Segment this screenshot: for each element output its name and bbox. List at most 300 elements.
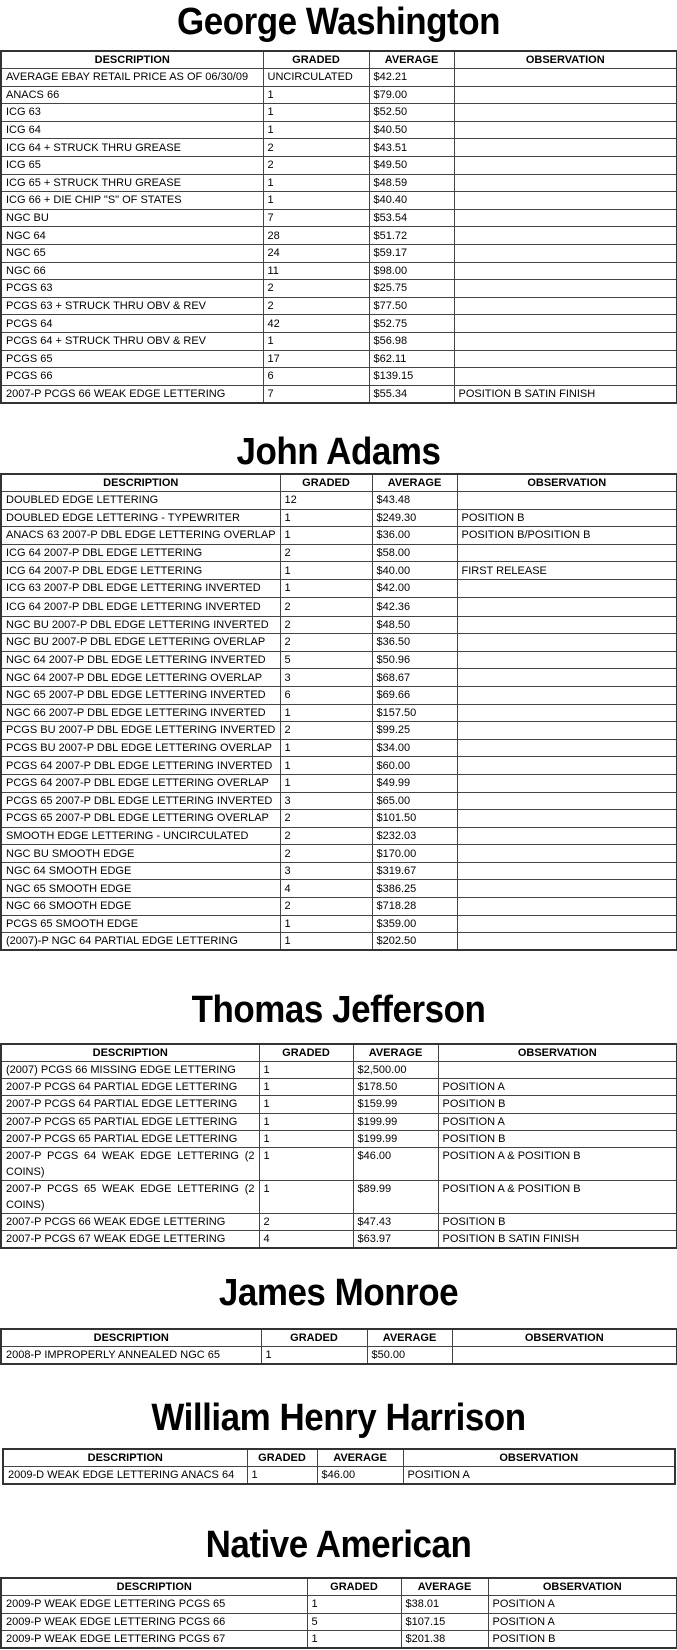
cell-graded: 1	[259, 1062, 353, 1079]
table-row	[1, 757, 677, 775]
cell-observation	[457, 933, 677, 951]
cell-graded: 2	[280, 597, 372, 616]
cell-description: ICG 64 2007-P DBL EDGE LETTERING	[1, 544, 280, 562]
cell-average: $89.99	[353, 1180, 438, 1213]
cell-graded: 1	[307, 1631, 401, 1649]
cell-graded: 1	[259, 1147, 353, 1180]
cell-description: NGC 66	[1, 262, 263, 280]
cell-observation	[454, 280, 677, 298]
table-row	[1, 368, 677, 386]
cell-graded: 2	[263, 280, 369, 298]
table-row	[1, 1113, 677, 1130]
cell-graded: 42	[263, 315, 369, 333]
cell-description: PCGS 66	[1, 368, 263, 386]
cell-average: $49.99	[372, 774, 457, 792]
table-row	[1, 385, 677, 403]
cell-observation	[454, 86, 677, 104]
cell-graded: 2	[280, 616, 372, 634]
table-header-row	[1, 1578, 677, 1596]
cell-graded: 2	[263, 156, 369, 174]
table-row	[1, 509, 677, 527]
table-row	[1, 686, 677, 704]
cell-description: 2007-P PCGS 66 WEAK EDGE LETTERING	[1, 1213, 259, 1230]
price-table	[0, 1328, 677, 1365]
cell-observation	[454, 297, 677, 315]
cell-observation	[457, 634, 677, 652]
cell-description: DOUBLED EDGE LETTERING	[1, 492, 280, 510]
cell-average: $2,500.00	[353, 1062, 438, 1079]
table-row	[1, 827, 677, 845]
cell-description: SMOOTH EDGE LETTERING - UNCIRCULATED	[1, 827, 280, 845]
cell-average: $77.50	[369, 297, 454, 315]
table-header-row	[1, 474, 677, 492]
cell-average: $34.00	[372, 739, 457, 757]
cell-observation: POSITION B/POSITION B	[457, 527, 677, 545]
cell-graded: 1	[280, 704, 372, 722]
cell-description: ICG 65	[1, 156, 263, 174]
cell-description: PCGS 63 + STRUCK THRU OBV & REV	[1, 297, 263, 315]
cell-graded: 12	[280, 492, 372, 510]
cell-average: $98.00	[369, 262, 454, 280]
cell-observation: POSITION A & POSITION B	[438, 1180, 677, 1213]
cell-description: PCGS BU 2007-P DBL EDGE LETTERING INVERTED	[1, 722, 280, 740]
cell-observation	[454, 368, 677, 386]
table-header-row	[1, 1044, 677, 1062]
cell-observation	[457, 774, 677, 792]
cell-average: $40.00	[372, 562, 457, 580]
cell-average: $36.50	[372, 634, 457, 652]
cell-average: $49.50	[369, 156, 454, 174]
cell-average: $178.50	[353, 1079, 438, 1096]
cell-description: ICG 63 2007-P DBL EDGE LETTERING INVERTED	[1, 579, 280, 597]
cell-observation	[457, 579, 677, 597]
cell-graded: 1	[263, 121, 369, 139]
cell-observation: POSITION A	[403, 1467, 675, 1485]
cell-average: $201.38	[401, 1631, 488, 1649]
cell-graded: 2	[263, 297, 369, 315]
table-row	[1, 156, 677, 174]
cell-average: $46.00	[353, 1147, 438, 1180]
section-title: William Henry Harrison	[151, 1397, 526, 1439]
table-row	[1, 722, 677, 740]
header-observation: OBSERVATION	[457, 474, 677, 492]
cell-description: ICG 64 2007-P DBL EDGE LETTERING INVERTED	[1, 597, 280, 616]
header-description: DESCRIPTION	[1, 1578, 307, 1596]
table-row	[1, 1096, 677, 1113]
cell-observation: POSITION A	[488, 1596, 677, 1614]
table-row	[1, 597, 677, 616]
cell-average: $59.17	[369, 244, 454, 262]
cell-observation	[454, 139, 677, 157]
cell-observation	[457, 810, 677, 828]
cell-average: $199.99	[353, 1130, 438, 1147]
cell-average: $50.00	[367, 1347, 452, 1365]
table-row	[1, 104, 677, 122]
cell-description: NGC 66 SMOOTH EDGE	[1, 898, 280, 916]
table-row	[1, 792, 677, 810]
cell-observation	[452, 1347, 677, 1365]
table-row	[1, 898, 677, 916]
cell-graded: 1	[280, 527, 372, 545]
cell-observation: POSITION A & POSITION B	[438, 1147, 677, 1180]
header-average: AVERAGE	[401, 1578, 488, 1596]
cell-average: $38.01	[401, 1596, 488, 1614]
cell-average: $53.54	[369, 209, 454, 227]
cell-graded: 4	[280, 880, 372, 898]
header-description: DESCRIPTION	[1, 51, 263, 69]
table-row	[1, 616, 677, 634]
cell-description: ICG 65 + STRUCK THRU GREASE	[1, 174, 263, 192]
table-row	[1, 227, 677, 245]
section-title: Native American	[205, 1524, 472, 1566]
cell-description: ICG 63	[1, 104, 263, 122]
cell-graded: 2	[280, 634, 372, 652]
cell-average: $386.25	[372, 880, 457, 898]
table-row	[1, 1596, 677, 1614]
cell-observation: POSITION A	[488, 1613, 677, 1631]
cell-average: $69.66	[372, 686, 457, 704]
cell-graded: 28	[263, 227, 369, 245]
cell-observation	[457, 722, 677, 740]
table-row	[1, 139, 677, 157]
table-row	[1, 209, 677, 227]
header-average: AVERAGE	[353, 1044, 438, 1062]
table-row	[1, 544, 677, 562]
cell-average: $52.50	[369, 104, 454, 122]
cell-observation: POSITION B	[457, 509, 677, 527]
cell-description: PCGS 64	[1, 315, 263, 333]
cell-graded: 5	[280, 651, 372, 669]
cell-graded: 6	[280, 686, 372, 704]
cell-observation	[457, 757, 677, 775]
cell-graded: 1	[263, 332, 369, 350]
cell-graded: 2	[280, 898, 372, 916]
cell-description: NGC 64 2007-P DBL EDGE LETTERING OVERLAP	[1, 669, 280, 687]
cell-description: NGC 65	[1, 244, 263, 262]
cell-average: $48.59	[369, 174, 454, 192]
price-table	[2, 1448, 676, 1485]
cell-average: $56.98	[369, 332, 454, 350]
cell-description: PCGS 64 2007-P DBL EDGE LETTERING INVERTED	[1, 757, 280, 775]
cell-description: ICG 66 + DIE CHIP "S" OF STATES	[1, 192, 263, 210]
cell-average: $159.99	[353, 1096, 438, 1113]
cell-description: PCGS BU 2007-P DBL EDGE LETTERING OVERLAP	[1, 739, 280, 757]
section-title: John Adams	[236, 431, 441, 473]
cell-graded: 1	[259, 1130, 353, 1147]
cell-graded: 2	[259, 1213, 353, 1230]
cell-description: 2008-P IMPROPERLY ANNEALED NGC 65	[1, 1347, 261, 1365]
cell-graded: 5	[307, 1613, 401, 1631]
table-row	[1, 651, 677, 669]
cell-observation	[457, 792, 677, 810]
cell-description: PCGS 65 SMOOTH EDGE	[1, 915, 280, 933]
cell-graded: 1	[261, 1347, 367, 1365]
cell-description: NGC 64 2007-P DBL EDGE LETTERING INVERTED	[1, 651, 280, 669]
cell-average: $43.51	[369, 139, 454, 157]
cell-observation	[457, 898, 677, 916]
table-row	[1, 1079, 677, 1096]
header-graded: GRADED	[259, 1044, 353, 1062]
cell-average: $42.36	[372, 597, 457, 616]
cell-graded: 3	[280, 669, 372, 687]
cell-observation: FIRST RELEASE	[457, 562, 677, 580]
header-graded: GRADED	[307, 1578, 401, 1596]
table-row	[1, 297, 677, 315]
cell-observation	[454, 174, 677, 192]
cell-description: NGC BU SMOOTH EDGE	[1, 845, 280, 863]
table-row	[1, 915, 677, 933]
cell-graded: 1	[263, 174, 369, 192]
header-description: DESCRIPTION	[1, 1329, 261, 1347]
header-description: DESCRIPTION	[1, 474, 280, 492]
cell-average: $62.11	[369, 350, 454, 368]
cell-average: $50.96	[372, 651, 457, 669]
table-row	[1, 739, 677, 757]
cell-observation: POSITION B	[488, 1631, 677, 1649]
cell-observation	[457, 597, 677, 616]
table-row	[1, 880, 677, 898]
cell-graded: 17	[263, 350, 369, 368]
header-graded: GRADED	[261, 1329, 367, 1347]
header-average: AVERAGE	[367, 1329, 452, 1347]
cell-average: $170.00	[372, 845, 457, 863]
cell-observation	[457, 686, 677, 704]
cell-description: ICG 64 2007-P DBL EDGE LETTERING	[1, 562, 280, 580]
cell-graded: 4	[259, 1231, 353, 1249]
cell-average: $51.72	[369, 227, 454, 245]
cell-description: ICG 64	[1, 121, 263, 139]
cell-observation	[454, 244, 677, 262]
header-observation: OBSERVATION	[454, 51, 677, 69]
cell-observation	[457, 915, 677, 933]
cell-graded: 7	[263, 209, 369, 227]
cell-observation	[457, 544, 677, 562]
header-observation: OBSERVATION	[403, 1449, 675, 1467]
cell-description: NGC 66 2007-P DBL EDGE LETTERING INVERTED	[1, 704, 280, 722]
table-row	[1, 262, 677, 280]
table-row	[1, 1180, 677, 1213]
cell-observation	[457, 616, 677, 634]
cell-description: NGC BU 2007-P DBL EDGE LETTERING INVERTED	[1, 616, 280, 634]
header-graded: GRADED	[263, 51, 369, 69]
cell-observation: POSITION B	[438, 1213, 677, 1230]
cell-graded: 2	[280, 827, 372, 845]
cell-observation: POSITION B SATIN FINISH	[438, 1231, 677, 1249]
cell-observation: POSITION B SATIN FINISH	[454, 385, 677, 403]
cell-average: $79.00	[369, 86, 454, 104]
cell-graded: 1	[263, 104, 369, 122]
cell-average: $47.43	[353, 1213, 438, 1230]
cell-average: $55.34	[369, 385, 454, 403]
cell-graded: 1	[280, 774, 372, 792]
table-row	[1, 527, 677, 545]
cell-graded: 2	[280, 810, 372, 828]
cell-description: NGC BU	[1, 209, 263, 227]
table-row	[1, 562, 677, 580]
header-average: AVERAGE	[372, 474, 457, 492]
cell-description: 2007-P PCGS 66 WEAK EDGE LETTERING	[1, 385, 263, 403]
table-row	[1, 1130, 677, 1147]
cell-average: $25.75	[369, 280, 454, 298]
cell-description: PCGS 65 2007-P DBL EDGE LETTERING INVERTED	[1, 792, 280, 810]
cell-graded: 1	[280, 757, 372, 775]
section-title: Thomas Jefferson	[191, 989, 486, 1031]
cell-average: $718.28	[372, 898, 457, 916]
cell-average: $319.67	[372, 862, 457, 880]
cell-observation	[457, 669, 677, 687]
cell-description: 2007-P PCGS 65 PARTIAL EDGE LETTERING	[1, 1130, 259, 1147]
cell-average: $52.75	[369, 315, 454, 333]
cell-description: 2007-P PCGS 65 WEAK EDGE LETTERING (2 COINS)	[1, 1180, 259, 1213]
cell-average: $157.50	[372, 704, 457, 722]
cell-graded: UNCIRCULATED	[263, 69, 369, 87]
cell-description: 2007-P PCGS 64 WEAK EDGE LETTERING (2 COINS)	[1, 1147, 259, 1180]
header-graded: GRADED	[247, 1449, 317, 1467]
table-row	[1, 332, 677, 350]
cell-description: PCGS 64 2007-P DBL EDGE LETTERING OVERLAP	[1, 774, 280, 792]
table-header-row	[3, 1449, 675, 1467]
cell-graded: 1	[280, 562, 372, 580]
cell-description: PCGS 63	[1, 280, 263, 298]
cell-graded: 1	[280, 579, 372, 597]
table-row	[1, 862, 677, 880]
header-graded: GRADED	[280, 474, 372, 492]
cell-graded: 7	[263, 385, 369, 403]
price-table	[0, 1043, 677, 1249]
cell-average: $63.97	[353, 1231, 438, 1249]
cell-graded: 11	[263, 262, 369, 280]
table-row	[1, 121, 677, 139]
cell-observation	[457, 880, 677, 898]
cell-observation	[454, 209, 677, 227]
table-row	[1, 1147, 677, 1180]
header-average: AVERAGE	[369, 51, 454, 69]
cell-graded: 1	[280, 509, 372, 527]
cell-description: NGC 65 SMOOTH EDGE	[1, 880, 280, 898]
cell-graded: 1	[280, 739, 372, 757]
table-row	[1, 704, 677, 722]
cell-description: 2007-P PCGS 67 WEAK EDGE LETTERING	[1, 1231, 259, 1249]
cell-average: $359.00	[372, 915, 457, 933]
cell-graded: 1	[259, 1113, 353, 1130]
price-table	[0, 1577, 677, 1649]
header-observation: OBSERVATION	[452, 1329, 677, 1347]
cell-description: 2009-P WEAK EDGE LETTERING PCGS 65	[1, 1596, 307, 1614]
header-observation: OBSERVATION	[438, 1044, 677, 1062]
cell-observation: POSITION B	[438, 1130, 677, 1147]
cell-graded: 2	[280, 845, 372, 863]
cell-observation	[457, 845, 677, 863]
cell-average: $101.50	[372, 810, 457, 828]
cell-description: 2007-P PCGS 64 PARTIAL EDGE LETTERING	[1, 1096, 259, 1113]
cell-graded: 1	[263, 192, 369, 210]
cell-observation	[457, 704, 677, 722]
cell-graded: 1	[259, 1079, 353, 1096]
header-average: AVERAGE	[317, 1449, 403, 1467]
cell-description: 2009-P WEAK EDGE LETTERING PCGS 67	[1, 1631, 307, 1649]
table-row	[1, 774, 677, 792]
cell-average: $139.15	[369, 368, 454, 386]
cell-description: ANACS 66	[1, 86, 263, 104]
cell-observation: POSITION B	[438, 1096, 677, 1113]
price-table	[0, 473, 677, 951]
cell-observation	[454, 332, 677, 350]
cell-average: $46.00	[317, 1467, 403, 1485]
cell-average: $40.40	[369, 192, 454, 210]
table-row	[1, 350, 677, 368]
cell-average: $43.48	[372, 492, 457, 510]
cell-average: $202.50	[372, 933, 457, 951]
cell-average: $68.67	[372, 669, 457, 687]
cell-graded: 2	[263, 139, 369, 157]
header-description: DESCRIPTION	[3, 1449, 247, 1467]
cell-average: $36.00	[372, 527, 457, 545]
cell-observation	[454, 350, 677, 368]
cell-average: $58.00	[372, 544, 457, 562]
table-row	[1, 1347, 677, 1365]
cell-graded: 3	[280, 792, 372, 810]
cell-graded: 24	[263, 244, 369, 262]
cell-average: $48.50	[372, 616, 457, 634]
cell-description: (2007) PCGS 66 MISSING EDGE LETTERING	[1, 1062, 259, 1079]
table-row	[3, 1467, 675, 1485]
cell-average: $42.21	[369, 69, 454, 87]
cell-description: NGC 65 2007-P DBL EDGE LETTERING INVERTED	[1, 686, 280, 704]
cell-graded: 1	[247, 1467, 317, 1485]
table-row	[1, 1213, 677, 1230]
table-header-row	[1, 1329, 677, 1347]
cell-average: $42.00	[372, 579, 457, 597]
cell-observation	[457, 739, 677, 757]
cell-description: 2007-P PCGS 64 PARTIAL EDGE LETTERING	[1, 1079, 259, 1096]
cell-observation	[457, 492, 677, 510]
cell-description: PCGS 64 + STRUCK THRU OBV & REV	[1, 332, 263, 350]
cell-description: ANACS 63 2007-P DBL EDGE LETTERING OVERLAP	[1, 527, 280, 545]
cell-graded: 1	[259, 1096, 353, 1113]
cell-observation: POSITION A	[438, 1079, 677, 1096]
table-row	[1, 1631, 677, 1649]
cell-observation	[454, 227, 677, 245]
table-row	[1, 845, 677, 863]
table-header-row	[1, 51, 677, 69]
cell-observation	[454, 262, 677, 280]
cell-description: ICG 64 + STRUCK THRU GREASE	[1, 139, 263, 157]
cell-description: NGC 64	[1, 227, 263, 245]
cell-observation: POSITION A	[438, 1113, 677, 1130]
cell-observation	[454, 104, 677, 122]
price-table	[0, 50, 677, 404]
table-row	[1, 192, 677, 210]
table-row	[1, 579, 677, 597]
cell-observation	[438, 1062, 677, 1079]
cell-observation	[454, 69, 677, 87]
cell-observation	[457, 862, 677, 880]
cell-description: 2009-P WEAK EDGE LETTERING PCGS 66	[1, 1613, 307, 1631]
cell-description: (2007)-P NGC 64 PARTIAL EDGE LETTERING	[1, 933, 280, 951]
cell-graded: 6	[263, 368, 369, 386]
cell-average: $249.30	[372, 509, 457, 527]
table-row	[1, 280, 677, 298]
cell-observation	[457, 651, 677, 669]
cell-average: $232.03	[372, 827, 457, 845]
cell-description: 2007-P PCGS 65 PARTIAL EDGE LETTERING	[1, 1113, 259, 1130]
cell-description: 2009-D WEAK EDGE LETTERING ANACS 64	[3, 1467, 247, 1485]
cell-observation	[454, 121, 677, 139]
table-row	[1, 69, 677, 87]
cell-graded: 1	[307, 1596, 401, 1614]
table-row	[1, 315, 677, 333]
cell-description: NGC 64 SMOOTH EDGE	[1, 862, 280, 880]
